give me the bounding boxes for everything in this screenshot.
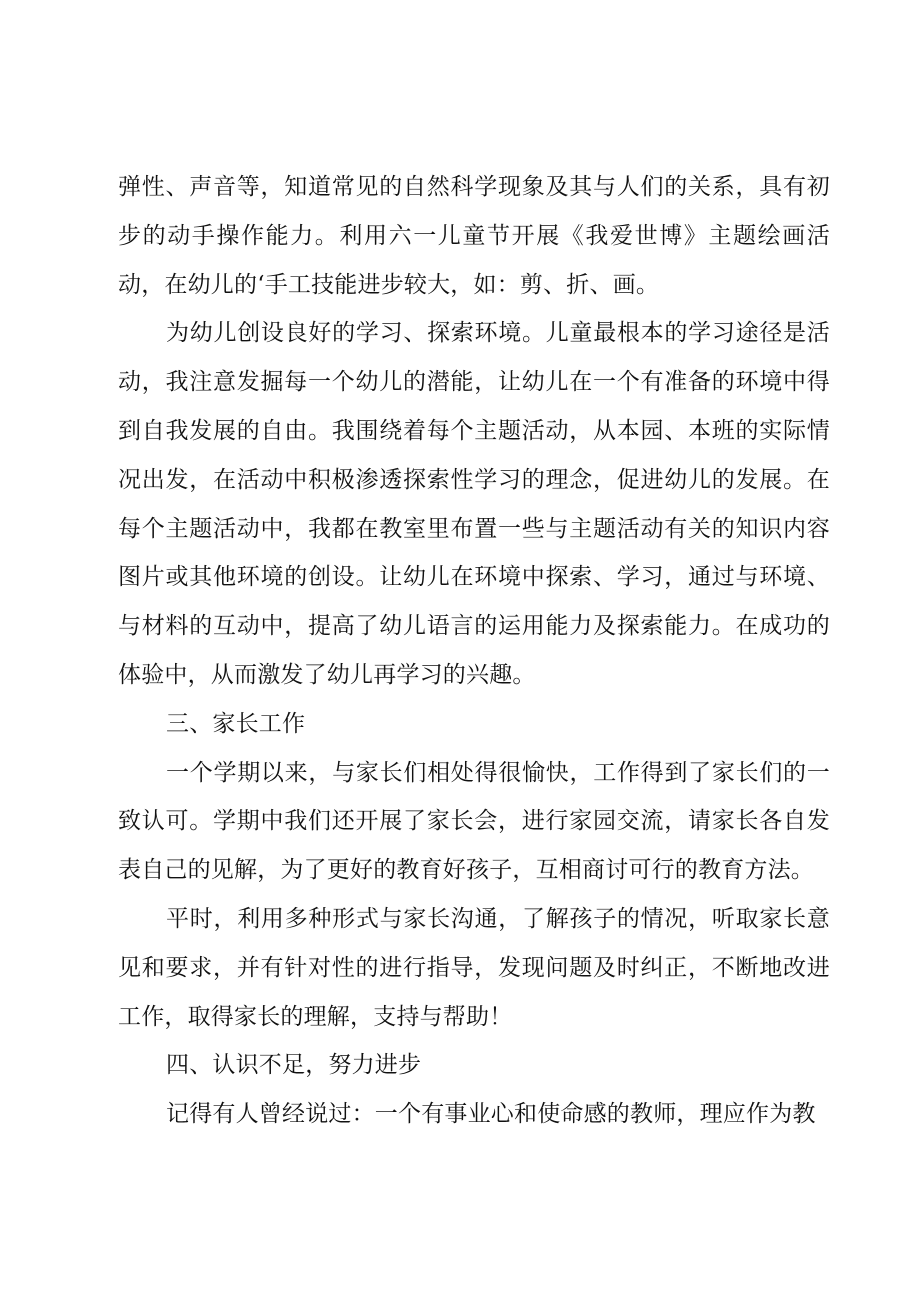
paragraph-learning-environment: 为幼儿创设良好的学习、探索环境。儿童最根本的学习途径是活动，我注意发掘每一个幼儿的潜能，让幼儿在一个有准备的环境中得到自我发展的自由。我围绕着每个主题活动，从本园、本班的实际情况出发，在活动中积极渗透探索性学习的理念，促进幼儿的发展。在每个主题活动中，我都在教室里布置一些与主题活动有关的知识内容图片或其他环境的创设。让幼儿在环境中探索、学习，通过与环境、与材料的互动中，提高了幼儿语言的运用能力及探索能力。在成功的体验中，从而激发了幼儿再学习的兴趣。 [118,320,830,688]
paragraph-parent-cooperation: 一个学期以来，与家长们相处得很愉快，工作得到了家长们的一致认可。学期中我们还开展了家长会，进行家园交流，请家长各自发表自己的见解，为了更好的教育好孩子，互相商讨可行的教育方法。 [118,759,830,884]
document-body [118,163,830,1139]
section-heading-parent-work: 三、家长工作 [166,710,306,737]
paragraph-continuation: 弹性、声音等，知道常见的自然科学现象及其与人们的关系，具有初步的动手操作能力。利用六一儿童节开展《我爱世博》主题绘画活动，在幼儿的‘手工技能进步较大，如：剪、折、画。 [118,174,830,298]
section-heading-shortcomings: 四、认识不足，努力进步 [166,1052,422,1079]
paragraph-parent-communication: 平时，利用多种形式与家长沟通，了解孩子的情况，听取家长意见和要求，并有针对性的进行指导，发现问题及时纠正，不断地改进工作，取得家长的理解，支持与帮助！ [118,905,830,1030]
paragraph-quote: 记得有人曾经说过：一个有事业心和使命感的教师，理应作为教 [166,1101,816,1128]
